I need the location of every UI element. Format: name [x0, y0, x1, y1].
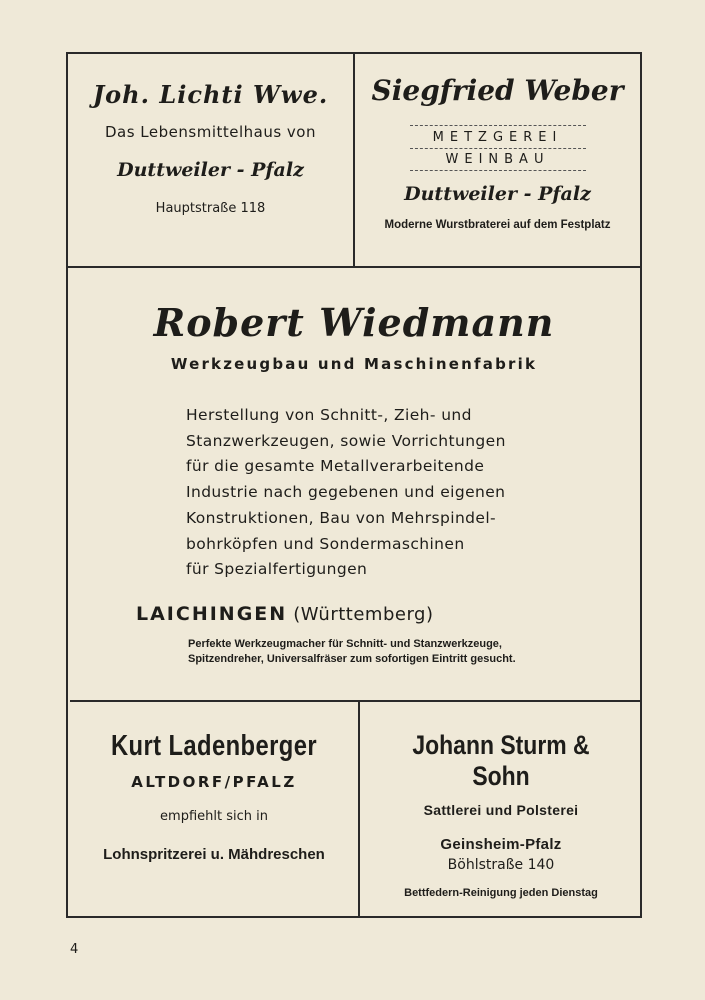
- description-line: für Spezialfertigungen: [186, 560, 368, 579]
- lichti-subtitle: Das Lebensmittelhaus von: [104, 123, 316, 141]
- sturm-note: Bettfedern-Reinigung jeden Dienstag: [404, 887, 598, 899]
- weber-note: Moderne Wurstbraterei auf dem Festplatz: [384, 219, 611, 231]
- ladenberger-service: Lohnspritzerei u. Mähdreschen: [103, 846, 325, 863]
- wiedmann-name: Robert Wiedmann: [153, 300, 555, 345]
- wiedmann-jobs: [188, 637, 516, 667]
- weber-town: Duttweiler - Pfalz: [404, 183, 591, 205]
- weber-name: Siegfried Weber: [371, 74, 624, 107]
- description-line: bohrköpfen und Sondermaschinen: [186, 534, 465, 553]
- jobs-line: Spitzendreher, Universalfräser zum sofortigen Eintritt gesucht.: [188, 653, 516, 665]
- ad-lichti: [68, 80, 353, 216]
- top-divider-horizontal: [66, 266, 642, 268]
- bottom-divider-horizontal: [70, 700, 642, 702]
- description-line: Konstruktionen, Bau von Mehrspindel-: [186, 508, 497, 527]
- wiedmann-location: [136, 603, 433, 625]
- description-line: Herstellung von Schnitt-, Zieh- und: [186, 406, 472, 424]
- description-line: Stanzwerkzeugen, sowie Vorrichtungen: [186, 431, 506, 450]
- lichti-town: Duttweiler - Pfalz: [117, 159, 304, 181]
- description-line: Industrie nach gegebenen und eigenen: [186, 483, 506, 502]
- wiedmann-region: (Württemberg): [293, 604, 434, 625]
- wiedmann-tagline: Werkzeugbau und Maschinenfabrik: [170, 355, 538, 373]
- sturm-name: Johann Sturm & Sohn: [412, 730, 590, 791]
- wiedmann-description: [186, 403, 506, 583]
- ad-sturm: [360, 730, 642, 899]
- ad-ladenberger: [70, 730, 358, 863]
- sturm-trade: Sattlerei und Polsterei: [423, 802, 579, 818]
- lichti-name: Joh. Lichti Wwe.: [92, 80, 329, 109]
- wiedmann-city: LAICHINGEN: [136, 603, 288, 625]
- ladenberger-town: ALTDORF/PFALZ: [131, 773, 297, 791]
- lichti-address: Hauptstraße 118: [155, 201, 266, 216]
- ladenberger-name: Kurt Ladenberger: [110, 730, 318, 762]
- weber-line1: METZGEREI: [432, 130, 563, 145]
- sturm-address: Böhlstraße 140: [447, 857, 555, 873]
- ad-wiedmann: [68, 300, 640, 373]
- jobs-line: Perfekte Werkzeugmacher für Schnitt- und Stanzwerkzeuge,: [188, 638, 502, 650]
- ad-weber: [355, 74, 640, 231]
- weber-rule-bottom: [410, 170, 586, 171]
- sturm-town: Geinsheim-Pfalz: [440, 836, 562, 853]
- weber-rule-middle: [410, 148, 586, 149]
- weber-line2: WEINBAU: [445, 152, 550, 167]
- ladenberger-line: empfiehlt sich in: [160, 809, 268, 824]
- description-line: für die gesamte Metallverarbeitende: [186, 457, 485, 476]
- page-number: 4: [70, 942, 79, 957]
- weber-rule-top: [410, 125, 586, 126]
